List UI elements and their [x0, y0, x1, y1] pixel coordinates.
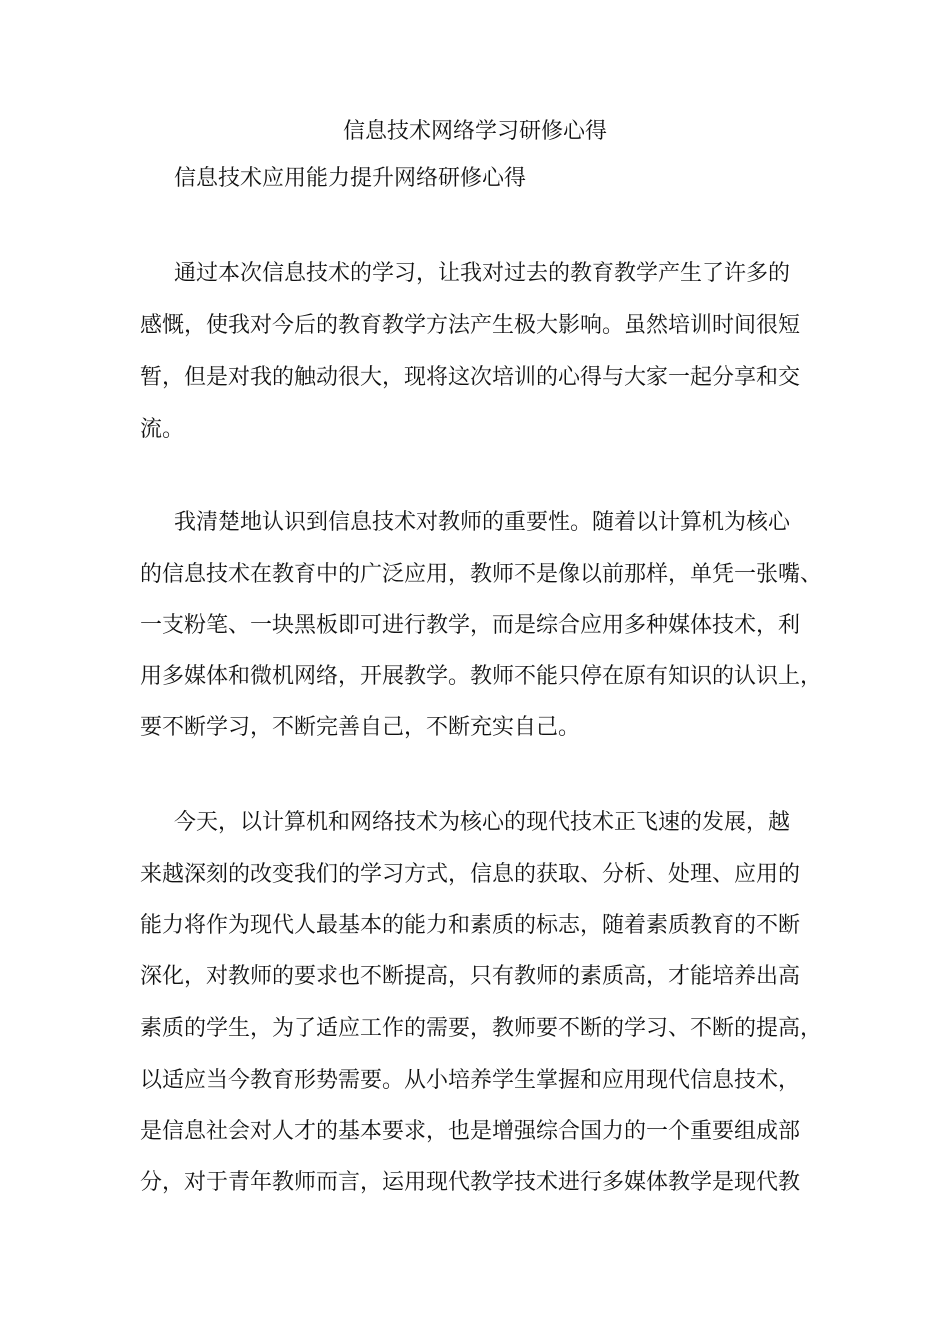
- paragraph-line: 以适应当今教育形势需要。从小培养学生掌握和应用现代信息技术，: [140, 1068, 801, 1093]
- paragraph-line: 能力将作为现代人最基本的能力和素质的标志，随着素质教育的不断: [140, 913, 801, 938]
- page-title: 信息技术网络学习研修心得: [342, 119, 607, 144]
- page-subtitle: 信息技术应用能力提升网络研修心得: [174, 166, 527, 191]
- paragraph-line: 是信息社会对人才的基本要求，也是增强综合国力的一个重要组成部: [140, 1119, 801, 1144]
- paragraph-line: 流。: [140, 417, 185, 442]
- paragraph-line: 来越深刻的改变我们的学习方式，信息的获取、分析、处理、应用的: [140, 862, 801, 887]
- paragraph-line: 感慨，使我对今后的教育教学方法产生极大影响。虽然培训时间很短: [140, 313, 801, 338]
- paragraph-line: 的信息技术在教育中的广泛应用，教师不是像以前那样，单凭一张嘴、: [140, 562, 823, 587]
- paragraph-line: 要不断学习，不断完善自己，不断充实自己。: [140, 715, 581, 740]
- paragraph-line: 一支粉笔、一块黑板即可进行教学，而是综合应用多种媒体技术，利: [140, 613, 801, 638]
- paragraph-line: 今天，以计算机和网络技术为核心的现代技术正飞速的发展，越: [174, 810, 791, 835]
- paragraph-line: 素质的学生，为了适应工作的需要，教师要不断的学习、不断的提高，: [140, 1016, 823, 1041]
- paragraph-line: 深化，对教师的要求也不断提高，只有教师的素质高，才能培养出高: [140, 964, 801, 989]
- paragraph-line: 分，对于青年教师而言，运用现代教学技术进行多媒体教学是现代教: [140, 1170, 801, 1195]
- paragraph-line: 通过本次信息技术的学习，让我对过去的教育教学产生了许多的: [174, 261, 791, 286]
- paragraph-line: 用多媒体和微机网络，开展教学。教师不能只停在原有知识的认识上，: [140, 664, 823, 689]
- paragraph-line: 暂，但是对我的触动很大，现将这次培训的心得与大家一起分享和交: [140, 365, 801, 390]
- paragraph-line: 我清楚地认识到信息技术对教师的重要性。随着以计算机为核心: [174, 510, 791, 535]
